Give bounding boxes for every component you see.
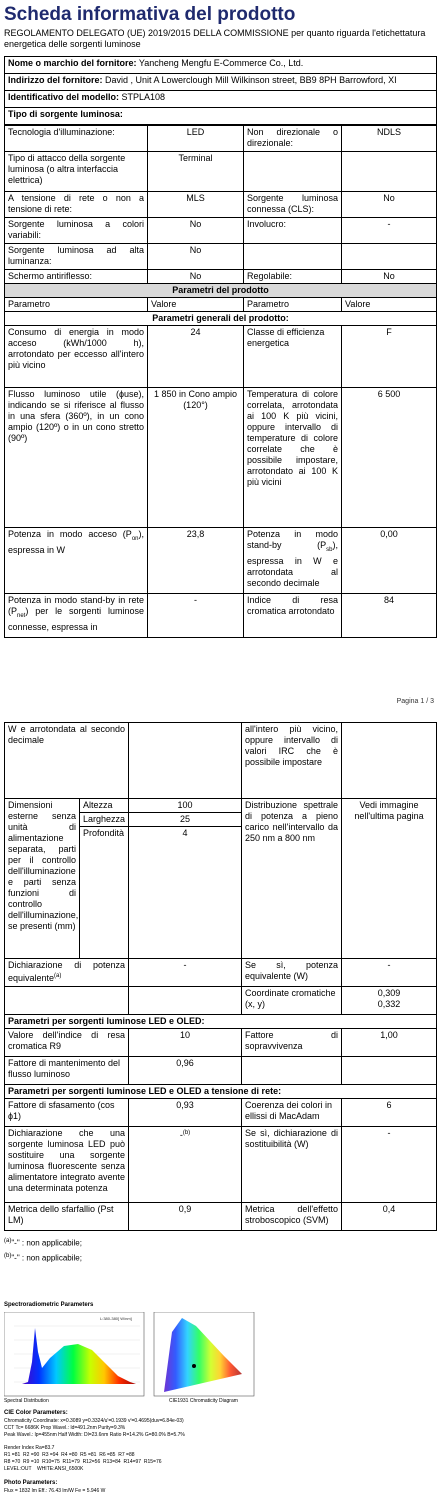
page-number: Pagina 1 / 3 <box>396 698 434 705</box>
class-label: Classe di efficienza energetica <box>244 326 342 388</box>
page-2 <box>0 722 440 1264</box>
regulation-text: REGOLAMENTO DELEGATO (UE) 2019/2015 DELLA COMMISSIONE per quanto riguarda l'etichettatura energetica delle sorgenti luminose <box>4 28 426 49</box>
power-factor-label: Fattore di sfasamento (cos ɸ1) <box>5 1099 129 1127</box>
envelope-value: - <box>342 218 437 244</box>
page-1 <box>0 0 440 705</box>
footnote-a <box>0 1235 440 1250</box>
width-label: Larghezza <box>80 813 129 827</box>
cls-value: No <box>342 192 437 218</box>
spectral-chart-label: L:380-380[ W/nm] <box>100 1316 132 1321</box>
flicker-value: 0,9 <box>129 1203 242 1231</box>
width-value: 25 <box>129 813 242 827</box>
col-value-2: Valore <box>342 298 437 312</box>
supplier-address-row <box>5 74 437 91</box>
supplier-table <box>4 56 437 125</box>
spectral-caption: Spectral Distribution <box>4 1398 49 1404</box>
psb-value: 0,00 <box>342 528 437 594</box>
r9-value: 10 <box>129 1029 242 1057</box>
flux-value: 1 850 in Cono ampio (120°) <box>148 388 244 528</box>
empty-cell <box>129 723 242 799</box>
pnet-label-b: ) per le sorgenti luminose connesse, espressa in <box>8 606 144 632</box>
psb-label-a: Potenza in modo stand-by (P <box>247 529 338 550</box>
photo-params-header: Photo Parameters: <box>4 1480 58 1486</box>
r-values-row-1: R1 =81 R2 =90 R3 =94 R4 =80 R5 =81 R6 =85 R7 =88 <box>4 1452 135 1458</box>
color-value: No <box>148 218 244 244</box>
psb-label <box>244 528 342 594</box>
equivalent-w-label: Se sì, potenza equivalente (W) <box>242 959 342 987</box>
glare-value: No <box>148 270 244 284</box>
macadam-label: Coerenza dei colori in ellissi di MacAdam <box>242 1099 342 1127</box>
svm-value: 0,4 <box>342 1203 437 1231</box>
equivalent-w-value: - <box>342 959 437 987</box>
empty-cell <box>342 152 437 192</box>
cie-params-header: CIE Color Parameters: <box>4 1410 68 1416</box>
spd-value: Vedi immagine nell'ultima pagina <box>342 799 437 959</box>
survival-value: 1,00 <box>342 1029 437 1057</box>
supplier-address-label: Indirizzo del fornitore: <box>8 75 103 85</box>
mains-value: MLS <box>148 192 244 218</box>
empty-cell <box>242 1057 342 1085</box>
dir-value: NDLS <box>342 126 437 152</box>
model-value: STPLA108 <box>121 92 166 102</box>
high-luminance-label: Sorgente luminosa ad alta luminanza: <box>5 244 148 270</box>
led-params-header: Parametri per sorgenti luminose LED e OLED: <box>5 1015 437 1029</box>
cie-line-3: Peak Wavel.: lp=455nm Half Width: Dl=23.6nm Ratio R=14.2% G=80.0% B=5.7% <box>4 1432 185 1438</box>
power-factor-value: 0,93 <box>129 1099 242 1127</box>
replacement-sup: (b) <box>182 1130 191 1136</box>
product-params-header: Parametri del prodotto <box>5 284 437 298</box>
pnet-label <box>5 594 148 638</box>
chromaticity-value <box>342 987 437 1015</box>
replacement-label: Dichiarazione che una sorgente luminosa LED può sostituire una sorgente luminosa fluorescente senza alimentatore integrato avente una determinata potenza <box>5 1127 129 1203</box>
equivalent-power-text: Dichiarazione di potenza equivalente <box>8 960 125 983</box>
glare-label: Schermo antiriflesso: <box>5 270 148 284</box>
r9-label: Valore dell'indice di resa cromatica R9 <box>5 1029 129 1057</box>
cls-label: Sorgente luminosa connessa (CLS): <box>244 192 342 218</box>
pon-label <box>5 528 148 594</box>
replacement-dash: - <box>179 1130 183 1140</box>
height-label: Altezza <box>80 799 129 813</box>
chromaticity-label: Coordinate cromatiche (x, y) <box>242 987 342 1015</box>
psb-label-b: ), espressa in W e arrotondata al secondo decimale <box>247 540 338 588</box>
tech-value: LED <box>148 126 244 152</box>
lumen-maintenance-label: Fattore di mantenimento del flusso luminoso <box>5 1057 129 1085</box>
dimmable-label: Regolabile: <box>244 270 342 284</box>
supplier-name-label: Nome o marchio del fornitore: <box>8 58 137 68</box>
col-param-1: Parametro <box>5 298 148 312</box>
pon-label-b: ), espressa in W <box>8 529 144 555</box>
light-source-type-heading: Tipo di sorgente luminosa: <box>5 108 437 125</box>
render-index: Render Index Ra=83.7 <box>4 1445 55 1451</box>
spectro-title: Spectroradiometric Parameters <box>4 1302 94 1308</box>
empty-cell <box>342 244 437 270</box>
survival-label: Fattore di sopravvivenza <box>242 1029 342 1057</box>
lumen-maintenance-value: 0,96 <box>129 1057 242 1085</box>
flicker-label: Metrica dello sfarfallio (Pst LM) <box>5 1203 129 1231</box>
cap-label: Tipo di attacco della sorgente luminosa (o altra interfaccia elettrica) <box>5 152 148 192</box>
cri-value: 84 <box>342 594 437 638</box>
chromaticity-x: 0,309 <box>377 988 401 998</box>
page-title: Scheda informativa del prodotto <box>4 4 296 25</box>
svm-label: Metrica dell'effetto stroboscopico (SVM) <box>242 1203 342 1231</box>
supplier-name-value: Yancheng Mengfu E-Commerce Co., Ltd. <box>138 58 304 68</box>
macadam-value: 6 <box>342 1099 437 1127</box>
energy-label: Consumo di energia in modo acceso (kWh/1000 h), arrotondato per eccesso all'intero più vicino <box>5 326 148 388</box>
cie-line-2: CCT Tc= 6686K Prop Wavel.: ld=491.2nm Purity=9.3% <box>4 1425 126 1431</box>
supplier-address-value: David , Unit A Lowerclough Mill Wilkinson street, BB9 8PH Barrowford, XI <box>105 75 397 85</box>
replacement-w-label: Se sì, dichiarazione di sostituibilità (W) <box>242 1127 342 1203</box>
equivalent-power-label <box>5 959 129 987</box>
empty-cell <box>129 987 242 1015</box>
footnote-a-mark: (a) <box>4 1238 12 1244</box>
spectro-report <box>4 1290 434 1500</box>
envelope-label: Involucro: <box>244 218 342 244</box>
mains-params-header: Parametri per sorgenti luminose LED e OLED a tensione di rete: <box>5 1085 437 1099</box>
supplier-name-row <box>5 57 437 74</box>
cap-value: Terminal <box>148 152 244 192</box>
footnote-b-text: "-" : non applicabile; <box>11 1253 82 1263</box>
level-line: LEVEL:OUT WHITE:ANSI_6500K <box>4 1466 84 1472</box>
model-label: Identificativo del modello: <box>8 92 120 102</box>
tech-label: Tecnologia d'illuminazione: <box>5 126 148 152</box>
replacement-value <box>129 1127 242 1203</box>
spd-label: Distribuzione spettrale di potenza a pieno carico nell'intervallo da 250 nm a 800 nm <box>242 799 342 959</box>
page2-table <box>4 722 437 1231</box>
cri-label: Indice di resa cromatica arrotondato <box>244 594 342 638</box>
cie-caption: CIE1931 Chromaticity Diagram <box>169 1398 238 1404</box>
footnote-b <box>0 1250 440 1265</box>
empty-cell <box>5 987 129 1015</box>
general-params-header: Parametri generali del prodotto: <box>5 312 437 326</box>
height-value: 100 <box>129 799 242 813</box>
color-label: Sorgente luminosa a colori variabili: <box>5 218 148 244</box>
cie-line-1: Chromaticity Coordinate: x=0.3089 y=0.3324/u'=0.1939 v'=0.4695(duv=6.84e-03) <box>4 1418 184 1424</box>
empty-cell <box>244 244 342 270</box>
chromaticity-y: 0,332 <box>377 999 401 1009</box>
dimensions-label: Dimensioni esterne senza unità di alimentazione separata, parti per il controllo dell'illuminazione e parti senza funzioni di controllo dell'illuminazione, se presenti (mm) <box>5 799 80 959</box>
mains-label: A tensione di rete o non a tensione di rete: <box>5 192 148 218</box>
energy-value: 24 <box>148 326 244 388</box>
col-param-2: Parametro <box>244 298 342 312</box>
pnet-sub: net <box>17 612 26 619</box>
empty-cell <box>342 1057 437 1085</box>
cct-label: Temperatura di colore correlata, arrotondata ai 100 K più vicini, oppure intervallo di temperature di colore correlate che è possibile impostare, arrotondato ai 100 K più vicini <box>244 388 342 528</box>
col-value-1: Valore <box>148 298 244 312</box>
depth-label: Profondità <box>80 827 129 959</box>
type-table <box>4 125 437 638</box>
dir-label: Non direzionale o direzionale: <box>244 126 342 152</box>
footnote-b-mark: (b) <box>4 1252 12 1259</box>
equivalent-power-value: - <box>129 959 242 987</box>
photo-line: Flux = 1832 lm Eff.: 76.43 lm/W Fe = 5.946 W <box>4 1488 106 1494</box>
footnote-a-text: "-" : non applicabile; <box>11 1238 82 1248</box>
spectrum-figures <box>4 1312 264 1402</box>
empty-cell <box>342 723 437 799</box>
empty-cell <box>244 152 342 192</box>
cie-point <box>192 1364 196 1368</box>
continued-left: W e arrotondata al secondo decimale <box>5 723 129 799</box>
pon-label-a: Potenza in modo acceso (P <box>8 529 132 539</box>
high-luminance-value: No <box>148 244 244 270</box>
flux-label: Flusso luminoso utile (ɸuse), indicando se si riferisce al flusso in una sfera (360º), in un cono ampio (120º) o in un cono stretto (90º) <box>5 388 148 528</box>
continued-right: all'intero più vicino, oppure intervallo di valori IRC che è possibile impostare <box>242 723 342 799</box>
dimmable-value: No <box>342 270 437 284</box>
equivalent-power-sup: (a) <box>54 973 62 979</box>
cct-value: 6 500 <box>342 388 437 528</box>
model-row <box>5 91 437 108</box>
class-value: F <box>342 326 437 388</box>
replacement-w-value: - <box>342 1127 437 1203</box>
pon-value: 23,8 <box>148 528 244 594</box>
r-values-row-2: R8 =70 R9 =10 R10=75 R11=79 R12=56 R13=84 R14=97 R15=76 <box>4 1459 162 1465</box>
psb-sub: sb <box>326 546 333 553</box>
pon-sub: on <box>131 535 139 542</box>
pnet-value: - <box>148 594 244 638</box>
depth-value: 4 <box>129 827 242 959</box>
pnet-label-a: Potenza in modo stand-by in rete (P <box>8 595 144 616</box>
